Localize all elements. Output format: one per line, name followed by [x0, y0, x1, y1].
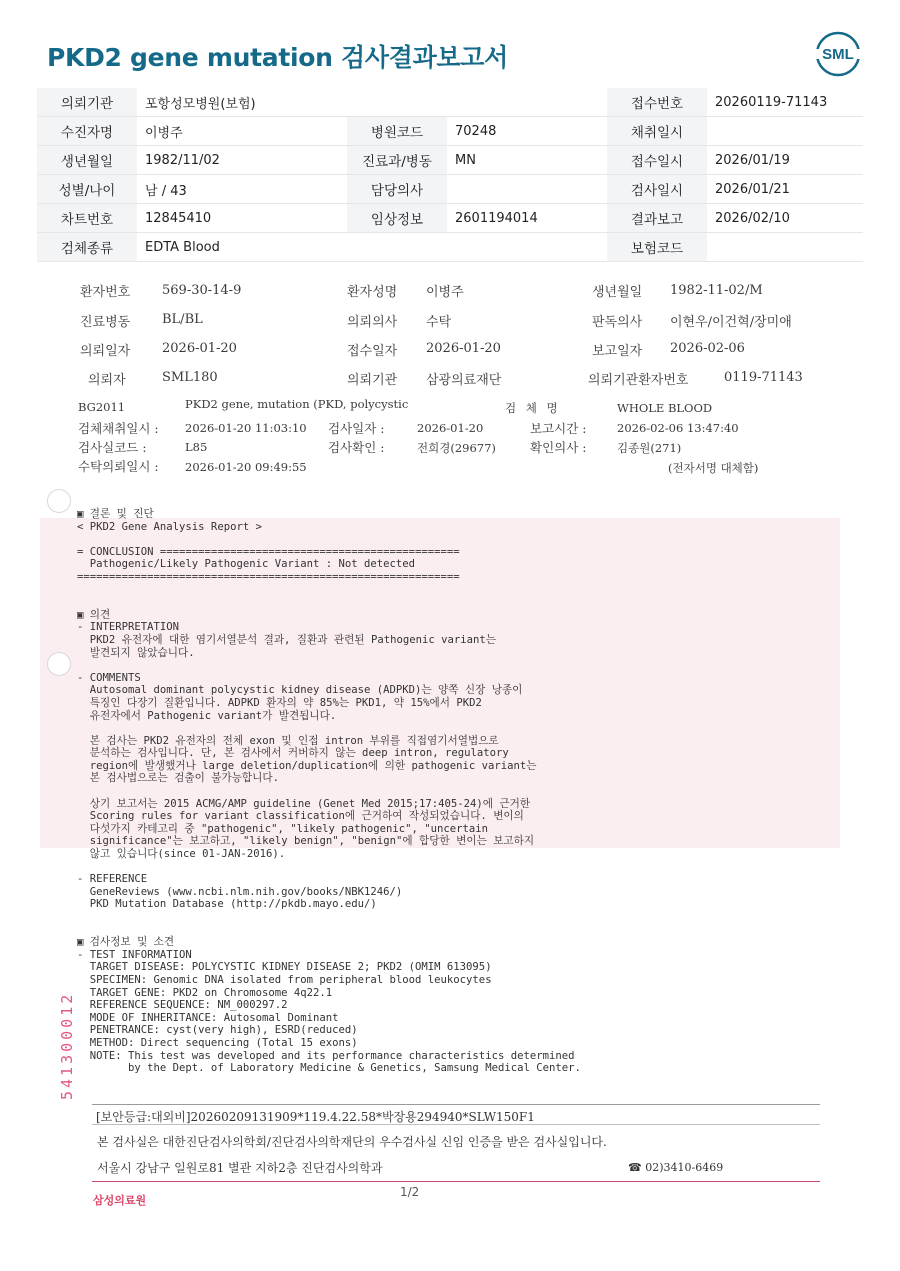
label-sex-age: 성별/나이 [37, 175, 137, 204]
value-receipt-date: 2026/01/19 [707, 146, 863, 175]
report-body: ▣ 결론 및 진단 < PKD2 Gene Analysis Report > = CONCLUSION =============================================== Pathogenic/Likely Pathogenic Variant : Not detected ============================================================ ▣ 의견 - INTERPRETATION PKD2 유전자에 대한 염기서열분석 결과, 질환과 관련된 Pathogenic variant는 발견되지 않았습니다. - COMMENTS Autosomal dominant polycystic kidney disease (ADPKD)는 양쪽 신장 낭종이 특징인 다장기 질환입니다. ADPKD 환자의 약 85%는 PKD1, 약 15%에서 PKD2 유전자에서 Pathogenic variant가 발견됩니다. 본 검사는 PKD2 유전자의 전체 exon 및 인접 intron 부위를 직접염기서열법으로 분석하는 검사입니다. 단, 본 검사에서 커버하지 않는 deep intron, regulatory region에 발생했거나 large deletion/duplication에 의한 pathogenic variant는 본 검사법으로는 검출이 불가능합니다. 상기 보고서는 2015 ACMG/AMP guideline (Genet Med 2015;17:405-24)에 근거한 Scoring rules for variant classification에 근거하여 작성되었습니다. 변이의 다섯가지 카테고리 중 "pathogenic", "likely pathogenic", "uncertain significance"는 보고하고, "likely benign", "benign"에 합당한 변이는 보고하지 않고 있습니다(since 01-JAN-2016). - REFERENCE GeneReviews (www.ncbi.nlm.nih.gov/books/NBK1246/) PKD Mutation Database (http://pkdb.mayo.edu/) ▣ 검사정보 및 소견 - TEST INFORMATION TARGET DISEASE: POLYCYSTIC KIDNEY DISEASE 2; PKD2 (OMIM 613095) SPECIMEN: Genomic DNA isolated from peripheral blood leukocytes TARGET GENE: PKD2 on Chromosome 4q22.1 REFERENCE SEQUENCE: NM_000297.2 MODE OF INHERITANCE: Autosomal Dominant PENETRANCE: cyst(very high), ESRD(reduced) METHOD: Direct sequencing (Total 15 exons) NOTE: This test was developed and its performance characteristics determined by the Dept. of Laboratory Medicine & Genetics, Samsung Medical Center. [77, 508, 581, 1075]
label-report-date: 보고일자 [592, 344, 643, 359]
footer-divider [92, 1124, 820, 1125]
logo-text: SML [822, 46, 854, 63]
label-receipt-date: 접수일시 [607, 146, 707, 175]
value-inst-patient: 0119-71143 [724, 370, 803, 385]
side-serial-number: 541300012 [58, 991, 76, 1100]
punch-hole [47, 489, 71, 513]
label-test-date: 검사일시 [607, 175, 707, 204]
label-testdate: 검사일자 : [328, 421, 385, 436]
label-req-doctor: 의뢰의사 [347, 315, 398, 330]
label-chart-no: 차트번호 [37, 204, 137, 233]
phone-number: ☎ 02)3410-6469 [628, 1161, 724, 1174]
value-consign: 2026-01-20 09:49:55 [185, 460, 307, 474]
value-department: MN [447, 146, 607, 175]
value-patient-name: 이병주 [137, 117, 347, 146]
header-row [37, 88, 863, 117]
value-chart-no: 12845410 [137, 204, 347, 233]
value-recv-date: 2026-01-20 [426, 341, 501, 356]
brand-name: 삼성의료원 [93, 1194, 147, 1207]
header-table [37, 88, 863, 262]
value-confirm: 전희경(29677) [417, 441, 496, 455]
label-department: 진료과/병동 [347, 146, 447, 175]
sml-logo [814, 30, 862, 78]
value-dob: 1982/11/02 [137, 146, 347, 175]
label-requester: 의뢰기관 [37, 88, 137, 117]
label-clinical-info: 임상정보 [347, 204, 447, 233]
value-collect: 2026-01-20 11:03:10 [185, 421, 307, 435]
label-doctor: 담당의사 [347, 175, 447, 204]
label-patient-name-scan: 환자성명 [347, 285, 398, 300]
value-receipt-no: 20260119-71143 [707, 88, 863, 117]
label-recv-date: 접수일자 [347, 344, 398, 359]
value-patient-name-scan: 이병주 [426, 285, 464, 300]
footer-divider [92, 1181, 820, 1182]
value-dob-scan: 1982-11-02/M [670, 283, 763, 298]
header-row [37, 146, 863, 175]
label-requester-scan: 의뢰자 [88, 373, 126, 388]
value-req-doctor: 수탁 [426, 315, 452, 330]
label-receipt-no: 접수번호 [607, 88, 707, 117]
value-req-date: 2026-01-20 [162, 341, 237, 356]
footer-divider [92, 1104, 820, 1105]
certification-line: 본 검사실은 대한진단검사의학회/진단검사의학재단의 우수검사실 신임 인증을 받은 검사실입니다. [97, 1135, 607, 1149]
value-institution: 삼광의료재단 [426, 373, 502, 388]
value-specimen: EDTA Blood [137, 233, 607, 262]
label-reporttime: 보고시간 : [530, 421, 587, 436]
label-req-date: 의뢰일자 [80, 344, 131, 359]
value-hospital-code: 70248 [447, 117, 607, 146]
value-read-doctor: 이현우/이건혁/장미애 [670, 315, 792, 330]
value-insurance-code [707, 233, 863, 262]
address-line: 서울시 강남구 일원로81 별관 지하2층 진단검사의학과 [97, 1161, 383, 1175]
value-sex-age: 남 / 43 [137, 175, 347, 204]
label-inst-patient: 의뢰기관환자번호 [588, 373, 689, 388]
header-row [37, 233, 863, 262]
report-title: PKD2 gene mutation 검사결과보고서 [47, 43, 508, 72]
label-consign: 수탁의뢰일시 : [78, 459, 159, 474]
label-institution: 의뢰기관 [347, 373, 398, 388]
label-dob: 생년월일 [37, 146, 137, 175]
value-ward: BL/BL [162, 312, 203, 327]
esign-note: (전자서명 대체함) [668, 461, 759, 475]
value-collect-date [707, 117, 863, 146]
label-insurance-code: 보험코드 [607, 233, 707, 262]
label-confirm-doc: 확인의사 : [530, 440, 587, 455]
value-patient-no: 569-30-14-9 [162, 283, 242, 298]
value-requester-scan: SML180 [162, 370, 218, 385]
test-name: PKD2 gene, mutation (PKD, polycystic [185, 397, 409, 411]
label-patient-name: 수진자명 [37, 117, 137, 146]
value-requester: 포항성모병원(보험) [137, 88, 607, 117]
security-line: [보안등급:대외비]20260209131909*119.4.22.58*박장용294940*SLW150F1 [96, 1110, 535, 1124]
value-test-date: 2026/01/21 [707, 175, 863, 204]
label-specimen: 검체종류 [37, 233, 137, 262]
label-specimen-name: 검 체 명 [505, 401, 561, 415]
label-result-report: 결과보고 [607, 204, 707, 233]
label-hospital-code: 병원코드 [347, 117, 447, 146]
label-collect-date: 채취일시 [607, 117, 707, 146]
value-report-date: 2026-02-06 [670, 341, 745, 356]
value-clinical-info: 2601194014 [447, 204, 607, 233]
label-room: 검사실코드 : [78, 440, 147, 455]
label-collect: 검체채취일시 : [78, 421, 159, 436]
value-room: L85 [185, 440, 208, 454]
value-doctor [447, 175, 607, 204]
header-row [37, 175, 863, 204]
label-confirm: 검사확인 : [328, 440, 385, 455]
value-result-report: 2026/02/10 [707, 204, 863, 233]
header-row [37, 204, 863, 233]
value-reporttime: 2026-02-06 13:47:40 [617, 421, 739, 435]
header-row [37, 117, 863, 146]
label-patient-no: 환자번호 [80, 285, 131, 300]
value-specimen-name: WHOLE BLOOD [617, 401, 713, 415]
value-confirm-doc: 김종원(271) [617, 441, 682, 455]
test-code: BG2011 [78, 400, 126, 414]
label-dob-scan: 생년월일 [592, 285, 643, 300]
page-number: 1/2 [400, 1185, 420, 1199]
label-ward: 진료병동 [80, 315, 131, 330]
label-read-doctor: 판독의사 [592, 315, 643, 330]
punch-hole [47, 652, 71, 676]
value-testdate: 2026-01-20 [417, 421, 484, 435]
